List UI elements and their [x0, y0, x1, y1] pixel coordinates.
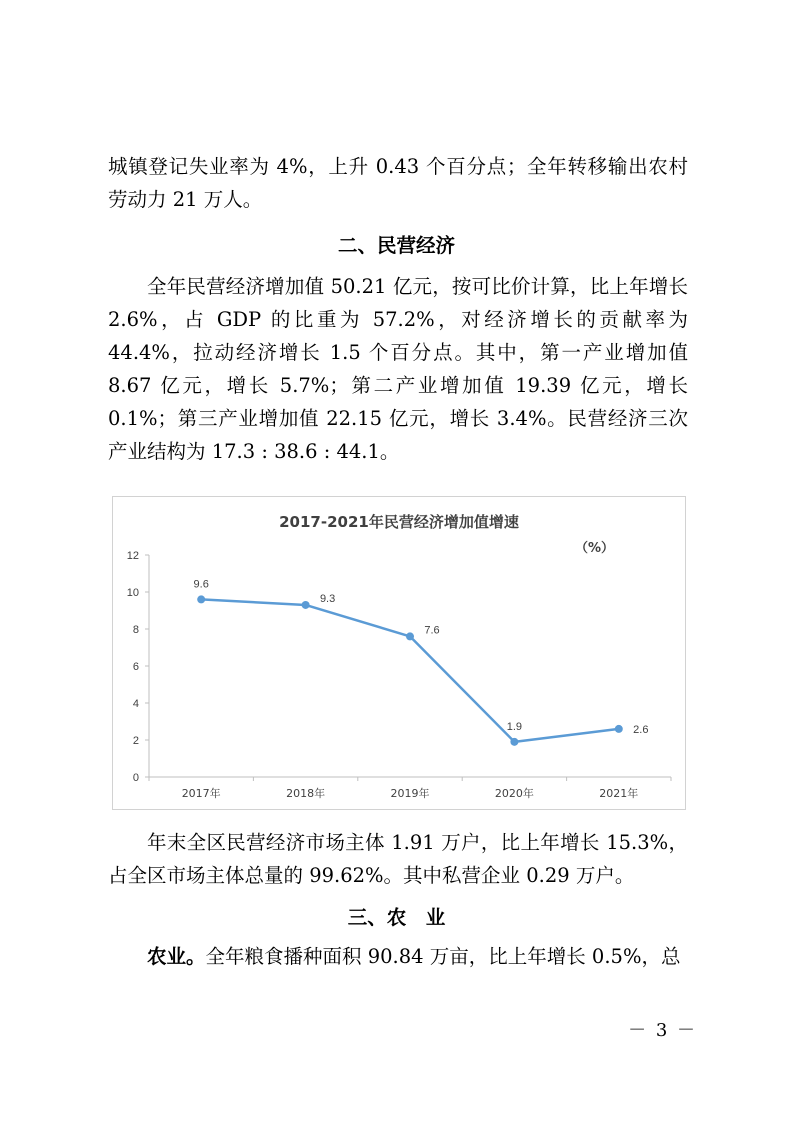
paragraph-employment: 城镇登记失业率为 4%，上升 0.43 个百分点；全年转移输出农村劳动力 21 万人。: [108, 155, 688, 211]
y-tick-label: 2: [132, 735, 139, 747]
y-tick-label: 0: [132, 772, 139, 784]
line-chart: [112, 496, 686, 810]
chart-plot: [113, 497, 685, 809]
agriculture-lead: 农业。: [147, 945, 206, 968]
x-tick-label: 2020年: [494, 787, 534, 800]
x-tick-label: 2018年: [286, 787, 326, 800]
data-point: [615, 725, 623, 733]
y-tick-label: 4: [132, 698, 139, 710]
x-tick-label: 2019年: [390, 787, 430, 800]
y-tick-label: 10: [126, 587, 139, 599]
data-label: 2.6: [633, 723, 649, 736]
paragraph-private-economy: 全年民营经济增加值 50.21 亿元，按可比价计算，比上年增长 2.6%，占 GDP 的比重为 57.2%，对经济增长的贡献率为 44.4%，拉动经济增长 1.5 个百分点。其中，第一产业增加值 8.67 亿元，增长 5.7%；第二产业增加值 19.39 亿元，增长 0.1%；第三产业增加值 22.15 亿元，增长 3.4%。民营经济三次产业结构为 17.3 : 38.6 : 44.1。: [108, 275, 688, 463]
page-number: － 3 －: [628, 1020, 697, 1041]
y-tick-label: 8: [132, 624, 139, 636]
series-line: [201, 599, 619, 741]
section-heading-private-economy: 二、民营经济: [337, 234, 455, 257]
chart-title: 2017-2021年民营经济增加值增速: [279, 513, 519, 531]
data-point: [406, 632, 414, 640]
data-label: 1.9: [506, 720, 523, 733]
agriculture-text: 全年粮食播种面积 90.84 万亩，比上年增长 0.5%，总: [205, 945, 681, 968]
chart-unit-label: （%）: [575, 541, 615, 556]
x-tick-label: 2021年: [599, 787, 639, 800]
data-label: 9.6: [193, 578, 209, 591]
y-tick-label: 12: [126, 550, 139, 562]
data-point: [510, 738, 518, 746]
data-label: 7.6: [424, 624, 440, 637]
y-tick-label: 6: [132, 661, 139, 673]
section-heading-agriculture: 三、农 业: [347, 906, 446, 929]
paragraph-market-entities: 年末全区民营经济市场主体 1.91 万户，比上年增长 15.3%，占全区市场主体总量的 99.62%。其中私营企业 0.29 万户。: [108, 831, 688, 887]
paragraph-agriculture: [108, 940, 688, 973]
data-label: 9.3: [319, 592, 336, 605]
x-tick-label: 2017年: [181, 787, 221, 800]
data-point: [302, 601, 310, 609]
data-point: [197, 595, 205, 603]
